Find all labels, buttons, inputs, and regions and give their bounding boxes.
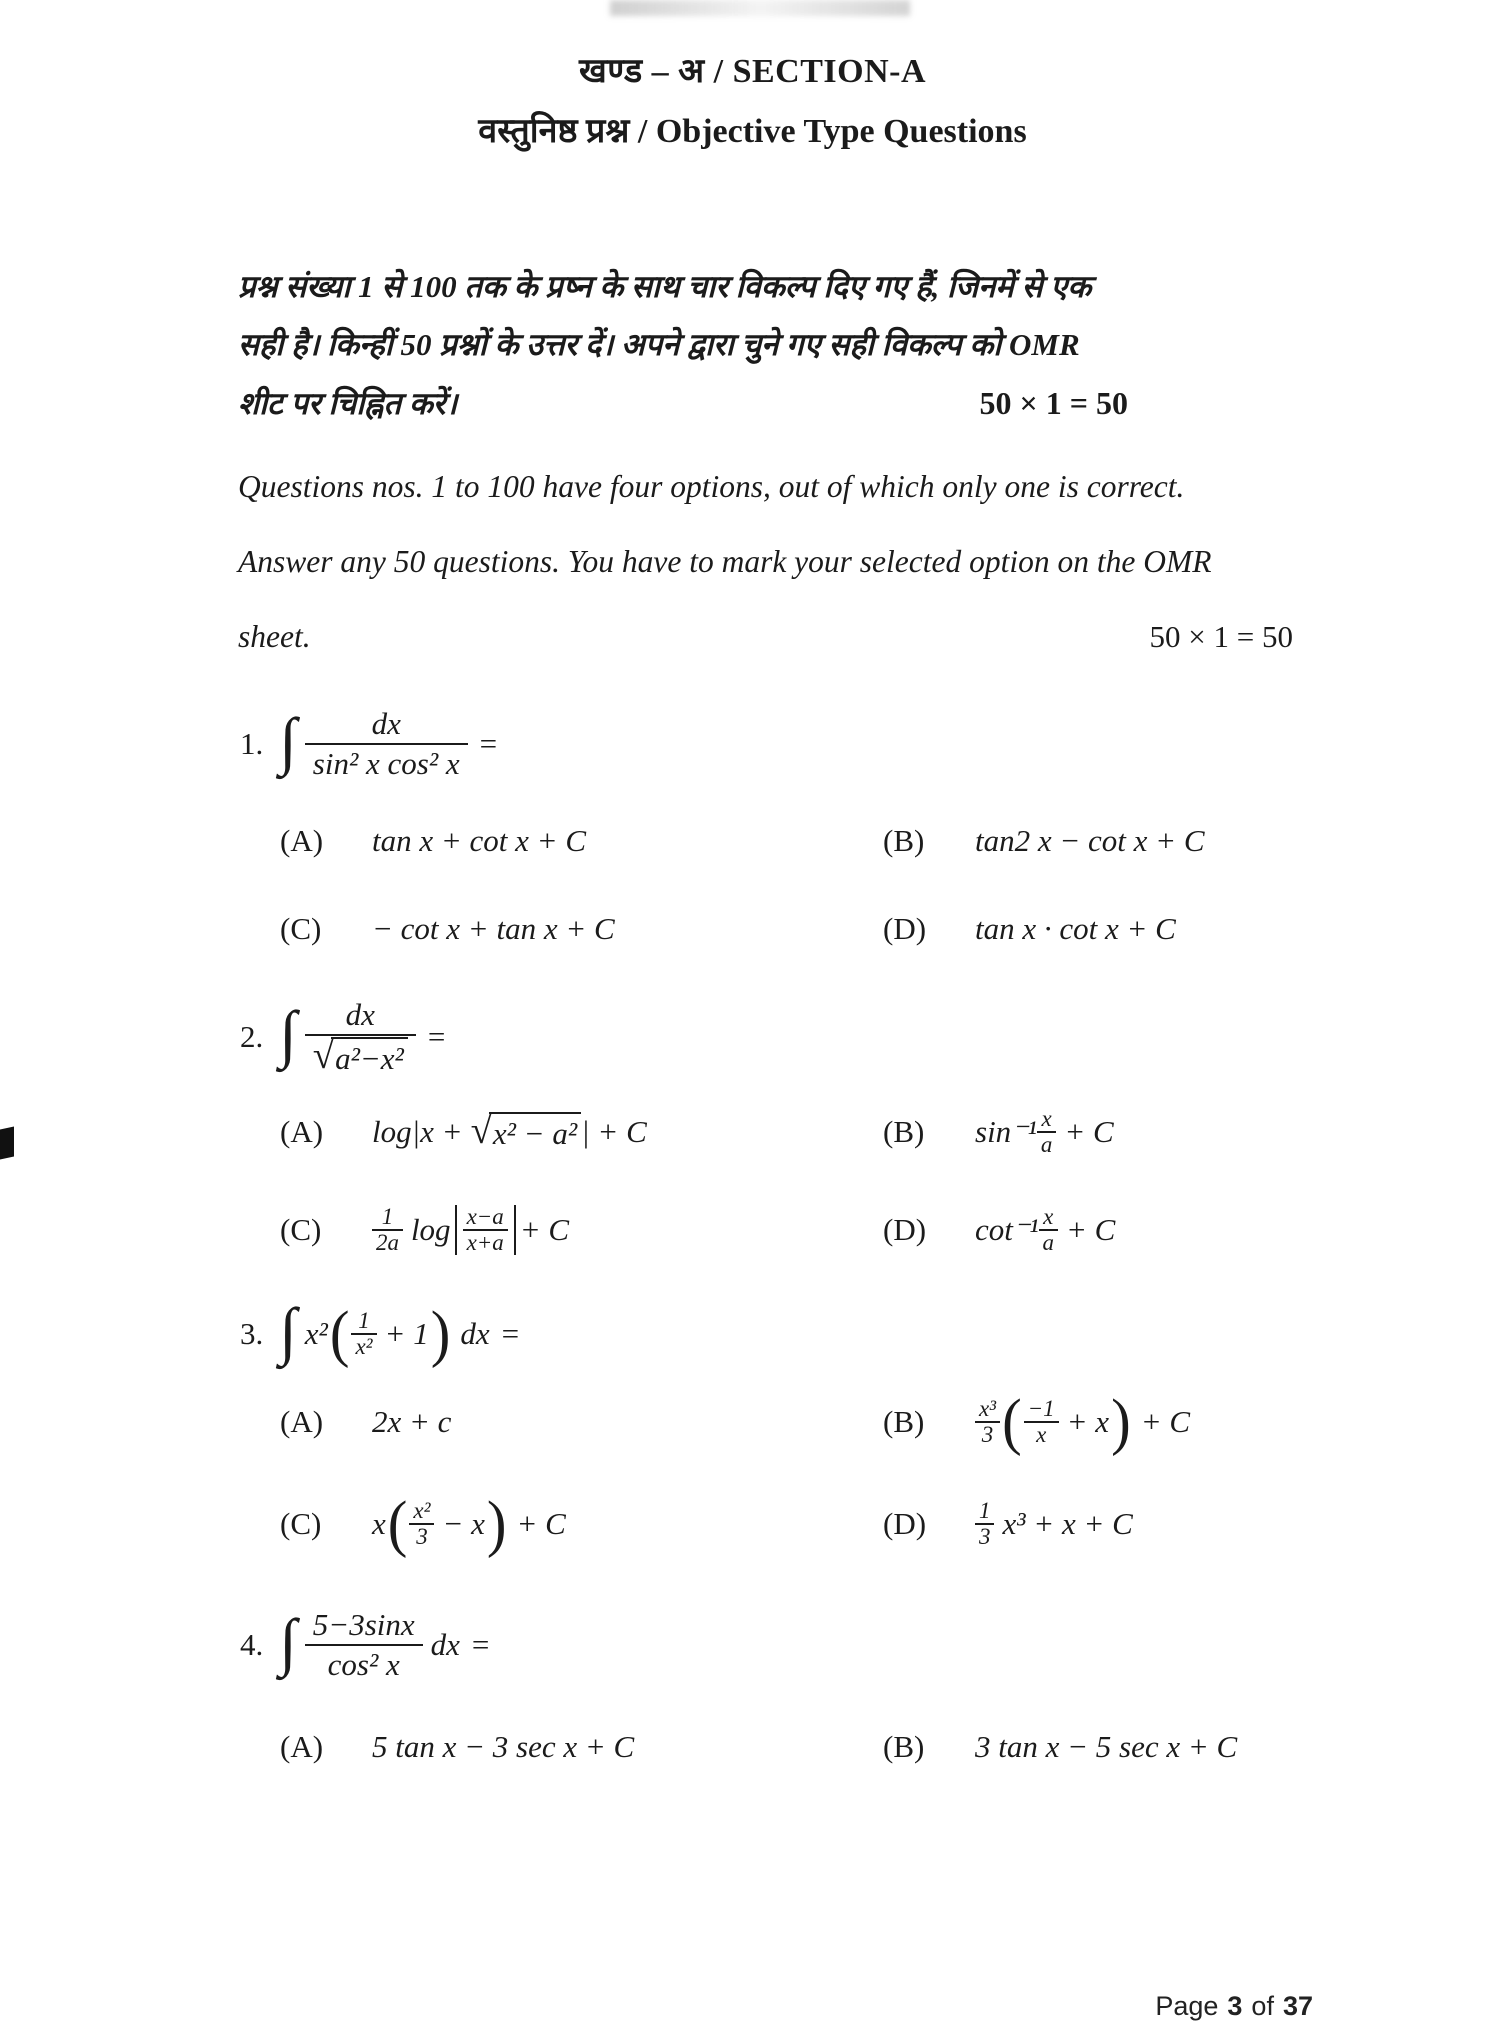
option-text: 2x + c bbox=[372, 1404, 452, 1440]
small-fraction bbox=[1024, 1397, 1059, 1447]
option-2D bbox=[883, 1205, 1365, 1255]
marks-scheme-hindi: 50 × 1 = 50 bbox=[979, 385, 1128, 421]
question-4-number: 4. bbox=[240, 1626, 264, 1662]
small-fraction bbox=[975, 1499, 994, 1549]
option-label: (D) bbox=[883, 1211, 927, 1247]
option-label: (D) bbox=[883, 1506, 927, 1542]
question-1-number: 1. bbox=[240, 725, 264, 761]
fraction-numerator: 1 bbox=[975, 1499, 994, 1525]
square-root bbox=[470, 1108, 582, 1152]
option-inner-tail: − x bbox=[442, 1506, 485, 1542]
function-name: sin⁻¹ bbox=[975, 1113, 1037, 1149]
stem-tail: dx bbox=[430, 1626, 460, 1662]
page-number-footer bbox=[1155, 1991, 1313, 2022]
function-name: cot⁻¹ bbox=[975, 1211, 1039, 1247]
stem-pre: x² bbox=[304, 1315, 328, 1351]
right-paren: ) bbox=[430, 1298, 451, 1369]
absolute-value-fraction bbox=[455, 1205, 516, 1255]
fraction-denominator: 3 bbox=[981, 1422, 994, 1448]
english-instruction-line2: Answer any 50 questions. You have to mark your selected option on the OMR bbox=[238, 544, 1212, 579]
small-fraction bbox=[1037, 1107, 1056, 1157]
option-text: − cot x + tan x + C bbox=[372, 911, 615, 947]
question-2-options bbox=[280, 1107, 1365, 1255]
page-header bbox=[0, 0, 1505, 152]
option-inner-tail: + x bbox=[1066, 1404, 1110, 1440]
left-paren: ( bbox=[1002, 1386, 1022, 1457]
fraction-numerator: dx bbox=[305, 706, 468, 745]
english-instruction-line3-text: sheet. bbox=[238, 619, 311, 654]
option-3D bbox=[883, 1499, 1365, 1549]
option-2B bbox=[883, 1107, 1365, 1157]
option-text: 3 tan x − 5 sec x + C bbox=[975, 1728, 1238, 1764]
question-2-fraction bbox=[305, 997, 416, 1076]
option-text: tan x + cot x + C bbox=[372, 823, 587, 859]
hindi-instruction-line3-text: शीट पर चिह्नित करें। bbox=[238, 386, 458, 421]
option-text-post: + C bbox=[516, 1506, 566, 1542]
fraction-numerator: x² bbox=[409, 1499, 434, 1525]
option-text: tan x · cot x + C bbox=[975, 911, 1176, 947]
option-2A bbox=[280, 1108, 883, 1152]
option-label: (A) bbox=[280, 1113, 324, 1149]
option-1C bbox=[280, 911, 883, 947]
option-text-pre: log|x + bbox=[372, 1113, 463, 1149]
radicand: x² − a² bbox=[489, 1112, 581, 1152]
section-subtitle: वस्तुनिष्ठ प्रश्न / Objective Type Questions bbox=[478, 113, 1027, 150]
fraction-numerator: x bbox=[1039, 1205, 1058, 1231]
radical-icon: √ bbox=[312, 1033, 335, 1077]
english-instruction-line3 bbox=[238, 599, 1365, 674]
fraction-denominator: sin² x cos² x bbox=[312, 745, 460, 781]
fraction-denominator: a bbox=[1042, 1229, 1054, 1255]
option-text-post: + C bbox=[519, 1211, 570, 1247]
question-2-stem: 2. ∫ dx √ a²−x² = bbox=[240, 997, 446, 1077]
equals-sign: = bbox=[471, 1626, 490, 1662]
option-3A bbox=[280, 1404, 883, 1440]
footer-page-number: 3 bbox=[1227, 1991, 1243, 2021]
fraction-denominator bbox=[305, 1033, 416, 1077]
small-fraction bbox=[372, 1205, 403, 1255]
equals-sign: = bbox=[501, 1315, 520, 1351]
fraction-numerator: dx bbox=[305, 997, 416, 1036]
option-3B bbox=[883, 1386, 1365, 1457]
page-body bbox=[0, 258, 1505, 1765]
stem-inner-tail: + 1 bbox=[384, 1315, 429, 1351]
radicand: a²−x² bbox=[331, 1037, 408, 1077]
right-paren: ) bbox=[1111, 1386, 1131, 1457]
option-label: (B) bbox=[883, 823, 925, 859]
square-root bbox=[312, 1033, 408, 1077]
question-1-stem: 1. ∫ $\frac{dx}{\text{sin² x cos² x}}$ = bbox=[240, 704, 498, 781]
footer-of-word: of bbox=[1251, 1991, 1274, 2021]
fraction-denominator: 3 bbox=[979, 1524, 991, 1550]
option-1A bbox=[280, 823, 883, 859]
fraction-numerator: 1 bbox=[372, 1205, 403, 1231]
hindi-instruction-line2: सही है। किन्हीं 50 प्रश्नों के उत्तर दें। अपने द्वारा चुने गए सही विकल्प को OMR bbox=[238, 327, 1080, 362]
instructions-english bbox=[238, 449, 1365, 674]
option-label: (B) bbox=[883, 1404, 925, 1440]
option-label: (B) bbox=[883, 1113, 925, 1149]
fraction-denominator: cos² x bbox=[327, 1646, 400, 1682]
marks-scheme-english: 50 × 1 = 50 bbox=[1149, 619, 1293, 654]
small-fraction bbox=[351, 1309, 376, 1359]
fraction-numerator: x bbox=[1037, 1107, 1056, 1133]
question-4-options bbox=[280, 1729, 1365, 1765]
option-label: (C) bbox=[280, 1211, 322, 1247]
section-title: खण्ड – अ / SECTION-A bbox=[579, 53, 926, 90]
fraction-numerator: −1 bbox=[1024, 1397, 1059, 1423]
option-3C bbox=[280, 1488, 883, 1559]
option-label: (C) bbox=[280, 911, 322, 947]
fraction-numerator: 5−3sinx bbox=[305, 1607, 423, 1646]
fraction-numerator: x−a bbox=[463, 1205, 508, 1231]
fraction-denominator: x bbox=[1036, 1422, 1047, 1448]
instructions-hindi bbox=[238, 258, 1365, 433]
small-fraction bbox=[409, 1499, 434, 1549]
option-text-post: + C bbox=[1064, 1113, 1114, 1149]
option-label: (D) bbox=[883, 911, 927, 947]
option-label: (C) bbox=[280, 1506, 322, 1542]
option-text-pre: x bbox=[372, 1506, 386, 1542]
fraction-denominator: 2a bbox=[376, 1229, 399, 1255]
question-4-stem: 4. ∫ $\frac{5-3\sin x}{\text{cos² x}}$ dx = bbox=[240, 1605, 490, 1682]
fraction-numerator: 1 bbox=[351, 1309, 376, 1335]
option-text-post: + C bbox=[1140, 1404, 1191, 1440]
stem-tail: dx bbox=[460, 1315, 490, 1351]
hindi-instruction-line1: प्रश्न संख्या 1 से 100 तक के प्रष्न के साथ चार विकल्प दिए गए हैं, जिनमें से एक bbox=[238, 269, 1092, 304]
option-text-post: + C bbox=[1066, 1211, 1116, 1247]
option-4A bbox=[280, 1729, 883, 1765]
question-4-fraction bbox=[305, 1607, 423, 1682]
scan-artifact-left-tick bbox=[0, 1127, 14, 1160]
question-1-options bbox=[280, 823, 1365, 947]
equals-sign: = bbox=[427, 1018, 446, 1054]
question-3-stem: 3. ∫ x² ( $\frac{1}{\text{x²}}$ + 1 ) dx = bbox=[240, 1294, 520, 1369]
question-3-number: 3. bbox=[240, 1315, 264, 1351]
equals-sign: = bbox=[479, 725, 498, 761]
small-fraction bbox=[463, 1205, 508, 1255]
function-name: log bbox=[410, 1211, 451, 1247]
fraction-denominator: x+a bbox=[466, 1229, 504, 1255]
left-paren: ( bbox=[329, 1298, 350, 1369]
footer-total-pages: 37 bbox=[1282, 1991, 1313, 2021]
small-fraction bbox=[975, 1397, 1000, 1447]
fraction-denominator: x² bbox=[355, 1333, 373, 1359]
fraction-numerator: x³ bbox=[975, 1397, 1000, 1423]
option-text-post: | + C bbox=[581, 1113, 647, 1149]
fraction-denominator: a bbox=[1040, 1131, 1053, 1157]
right-paren: ) bbox=[486, 1488, 507, 1559]
english-instruction-line1: Questions nos. 1 to 100 have four options, out of which only one is correct. bbox=[238, 469, 1185, 504]
option-label: (A) bbox=[280, 1728, 324, 1764]
small-fraction bbox=[1039, 1205, 1058, 1255]
option-label: (A) bbox=[280, 823, 324, 859]
option-4B bbox=[883, 1729, 1365, 1765]
option-1B bbox=[883, 823, 1365, 859]
question-1-fraction bbox=[305, 706, 468, 781]
footer-page-word: Page bbox=[1155, 1991, 1219, 2021]
hindi-instruction-line3 bbox=[238, 374, 1365, 433]
option-label: (A) bbox=[280, 1404, 324, 1440]
radical-icon: √ bbox=[470, 1108, 492, 1152]
fraction-denominator: 3 bbox=[416, 1524, 428, 1550]
option-label: (B) bbox=[883, 1728, 925, 1764]
option-1D bbox=[883, 911, 1365, 947]
question-2-number: 2. bbox=[240, 1018, 264, 1054]
question-3-options bbox=[280, 1386, 1365, 1559]
option-text: 5 tan x − 3 sec x + C bbox=[372, 1728, 635, 1764]
option-2C bbox=[280, 1205, 883, 1255]
left-paren: ( bbox=[387, 1488, 408, 1559]
option-text: tan2 x − cot x + C bbox=[975, 823, 1205, 859]
scan-artifact-top bbox=[610, 0, 910, 16]
option-text-post: x³ + x + C bbox=[1002, 1506, 1133, 1542]
